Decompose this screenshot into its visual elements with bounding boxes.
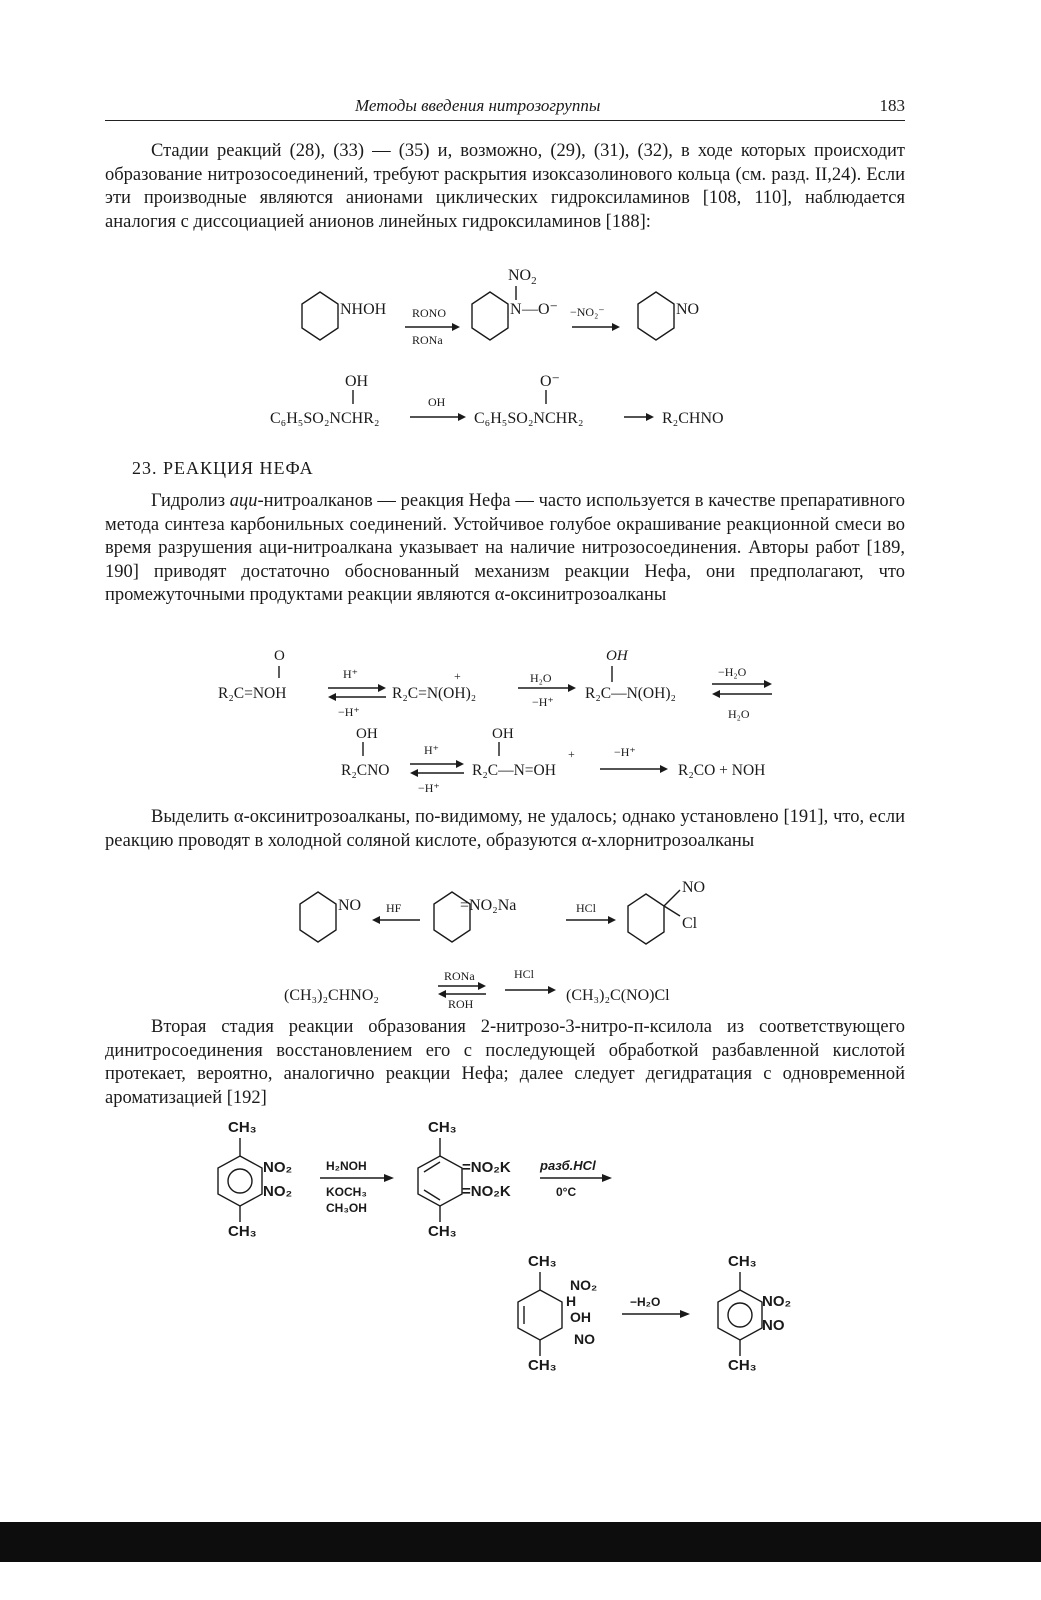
scan-bottom-bar <box>0 1522 1041 1562</box>
arrowhead <box>438 990 446 998</box>
plus-sign: + <box>454 669 461 683</box>
h2o-reagent: H₂O <box>530 671 552 685</box>
arrowhead <box>680 1310 690 1318</box>
cyclohexane-ring-3 <box>638 292 674 340</box>
no2k-b: =NO₂K <box>462 1183 511 1200</box>
no-product-label: NO <box>676 301 700 318</box>
no-4: NO <box>762 1317 785 1334</box>
minus-no2-label: −NO₂⁻ <box>570 305 605 319</box>
cyclohexane-ring-4 <box>300 892 336 942</box>
para-rest: -нитроалканов — реакция Нефа — часто используется в качестве препаративного метода синтеза карбонильных соединений. Устойчивое голубое окрашивание реакционной смеси во время разрушения аци-нитроалкана указывает на наличие нитрозосоединения. Авторы работ [189, 190] приводят достаточно обоснованный механизм реакции Нефа, они предполагают, что промежуточными продуктами реакции являются α-оксинитрозоалканы <box>105 491 905 605</box>
no2-1b: NO₂ <box>263 1183 293 1200</box>
arrowhead <box>378 684 386 692</box>
ch3-top-3: CH₃ <box>528 1253 557 1270</box>
arrowhead <box>646 413 654 421</box>
ch3-bottom-4: CH₃ <box>728 1357 757 1374</box>
oh-b: OH <box>492 726 514 742</box>
reagent-hcl-2: HCl <box>514 967 535 981</box>
ch3-top-2: CH₃ <box>428 1119 457 1136</box>
arrowhead <box>452 323 460 331</box>
arrowhead <box>602 1174 612 1182</box>
r2c-n-oh: R₂C—N=OH <box>472 762 556 779</box>
arrowhead <box>328 693 336 701</box>
no-3: NO <box>574 1331 595 1347</box>
no2na-label: =NO₂Na <box>460 897 517 914</box>
para-italic-aci: аци <box>229 491 258 511</box>
no-top-label: NO <box>682 879 706 896</box>
r2c-noh2: R₂C=N(OH)₂ <box>392 685 477 702</box>
reagent-koch3: KOCH₃ <box>326 1185 367 1199</box>
arrowhead <box>384 1174 394 1182</box>
h-3: H <box>566 1293 577 1309</box>
reaction-scheme-chloronitroso <box>0 872 1041 1012</box>
bond-line <box>664 906 680 916</box>
intermediate-ring <box>518 1290 562 1340</box>
final-products: R₂CO + NOH <box>678 762 766 779</box>
reaction-scheme-xylene <box>0 1112 1041 1372</box>
reagent-hf: HF <box>386 901 402 915</box>
no2-top-label: $NO_2$ <box>508 267 537 287</box>
minus-h-plus-3: −H⁺ <box>418 781 440 795</box>
ch3-top-4: CH₃ <box>728 1253 757 1270</box>
arrowhead <box>612 323 620 331</box>
r2cno: R₂CNO <box>341 762 390 779</box>
reagent-h2noh: H₂NOH <box>326 1159 367 1173</box>
cyclohexane-ring-2 <box>472 292 508 340</box>
no2-3: NO₂ <box>570 1277 598 1293</box>
r2c-noh: R₂C=NOH <box>218 685 287 702</box>
arrowhead <box>660 765 668 773</box>
reagent-rono: RONO <box>412 306 447 320</box>
para-lead: Гидролиз <box>151 491 230 511</box>
ch3-bottom-2: CH₃ <box>428 1223 457 1240</box>
minus-h2o-dehydration: −H₂O <box>630 1295 661 1309</box>
bond-line <box>664 890 680 906</box>
plus-sign-2: + <box>568 747 575 761</box>
no-label: NO <box>338 897 362 914</box>
paragraph-intro: Стадии реакций (28), (33) — (35) и, возможно, (29), (31), (32), в ходе которых происходит образование нитрозосоединений, требуют раскрытия изоксазолинового кольца (см. разд. II,24). Если эти производные являются анионами циклических гидроксиламинов [108, 110], наблюдается аналогия с диссоциацией анионов линейных гидроксиламинов [188]: <box>105 141 905 232</box>
benzene-ring-product <box>718 1290 762 1340</box>
page-number: 183 <box>879 96 905 115</box>
section-heading: 23. РЕАКЦИЯ НЕФА <box>132 458 314 478</box>
reagent-ch3oh: CH₃OH <box>326 1201 367 1215</box>
nitropropane: (CH₃)₂CHNO₂ <box>284 987 379 1004</box>
o-minus-label: —O⁻ <box>522 301 558 318</box>
oh-a: OH <box>356 726 378 742</box>
running-header <box>105 96 905 121</box>
reaction-scheme-hydroxylamines <box>0 262 1041 432</box>
minus-h2o: −H₂O <box>718 665 747 679</box>
no2k-a: =NO₂K <box>462 1159 511 1176</box>
chloronitroso-product: (CH₃)₂C(NO)Cl <box>566 987 670 1004</box>
ch3-bottom-1: CH₃ <box>228 1223 257 1240</box>
no2-4: NO₂ <box>762 1293 792 1310</box>
reagent-hcl: HCl <box>576 901 597 915</box>
minus-h-plus-4: −H⁺ <box>614 745 636 759</box>
r2chno-product: R₂CHNO <box>662 410 724 427</box>
arrowhead <box>372 916 380 924</box>
arrowhead <box>712 690 720 698</box>
reagent-rona: RONa <box>412 333 443 347</box>
arrowhead <box>568 684 576 692</box>
paragraph-chloronitroso: Выделить α-оксинитрозоалканы, по-видимому, не удалось; однако установлено [191], что, если реакцию проводят в холодной соляной кислоте, образуются α-хлорнитрозоалканы <box>105 807 905 851</box>
cl-label: Cl <box>682 915 698 932</box>
arrowhead <box>764 680 772 688</box>
reagent-roh: ROH <box>448 997 474 1011</box>
arrowhead <box>458 413 466 421</box>
reaction-scheme-nef-mechanism <box>0 642 1041 795</box>
arrowhead <box>608 916 616 924</box>
h-plus-2: H⁺ <box>424 743 439 757</box>
reagent-oh: OH <box>428 395 446 409</box>
paragraph-xylene: Вторая стадия реакции образования 2-нитрозо-3-нитро-п-ксилола из соответствующего динитросоединения восстановлением его с последующей обработкой разбавленной кислотой протекает, вероятно, аналогично реакции Нефа; далее следует дегидратация с одновременной ароматизацией [192] <box>105 1017 905 1108</box>
h-plus: H⁺ <box>343 667 358 681</box>
sulfonamide-left: C₆H₅SO₂NCHR₂ <box>270 410 380 427</box>
ch3-bottom-3: CH₃ <box>528 1357 557 1374</box>
arrowhead <box>410 769 418 777</box>
o-minus-label-2: O⁻ <box>540 373 560 390</box>
n-atom-label: N <box>510 301 522 318</box>
oh-label-1: OH <box>345 373 369 390</box>
o-top: O <box>274 648 285 664</box>
oh-italic: OH <box>606 648 628 664</box>
cyclohexane-ring-1 <box>302 292 338 340</box>
reagent-rona-2: RONa <box>444 969 475 983</box>
arrowhead <box>456 760 464 768</box>
nhoh-label: NHOH <box>340 301 387 318</box>
temperature-0c: 0°C <box>556 1185 577 1199</box>
oh-3: OH <box>570 1309 591 1325</box>
sulfonamide-right: C₆H₅SO₂NCHR₂ <box>474 410 584 427</box>
running-title: Методы введения нитрозогруппы <box>355 96 601 115</box>
minus-h-plus-2: −H⁺ <box>532 695 554 709</box>
benzene-ring-1 <box>218 1156 262 1206</box>
cyclohexane-ring-6 <box>628 894 664 944</box>
arrowhead <box>548 986 556 994</box>
h2o-back: H₂O <box>728 707 750 721</box>
no2-1a: NO₂ <box>263 1159 293 1176</box>
paragraph-nef-reaction <box>105 490 905 608</box>
reagent-dilute-hcl: разб.HCl <box>540 1158 596 1173</box>
minus-h-plus: −H⁺ <box>338 705 360 719</box>
ch3-top-1: CH₃ <box>228 1119 257 1136</box>
cyclohexadiene-ring <box>418 1156 462 1206</box>
r2c-n-oh2: R₂C—N(OH)₂ <box>585 685 676 702</box>
arrowhead <box>478 982 486 990</box>
